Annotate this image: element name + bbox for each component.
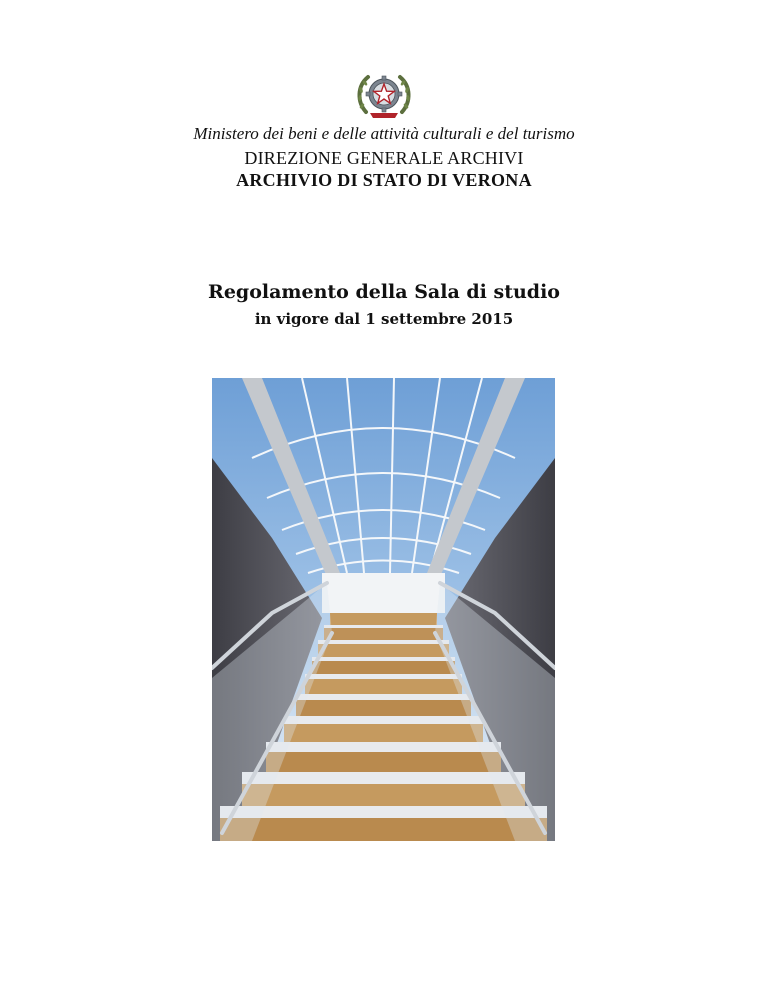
glass-roof-staircase-photo xyxy=(212,378,555,841)
directorate-name: DIREZIONE GENERALE ARCHIVI xyxy=(244,148,524,168)
document-title: Regolamento della Sala di studio xyxy=(208,281,560,303)
archive-name: ARCHIVIO DI STATO DI VERONA xyxy=(236,170,532,190)
italian-republic-emblem-icon xyxy=(354,68,414,124)
document-subtitle: in vigore dal 1 settembre 2015 xyxy=(254,310,514,328)
ministry-name: Ministero dei beni e delle attività culturali e del turismo xyxy=(193,124,575,143)
